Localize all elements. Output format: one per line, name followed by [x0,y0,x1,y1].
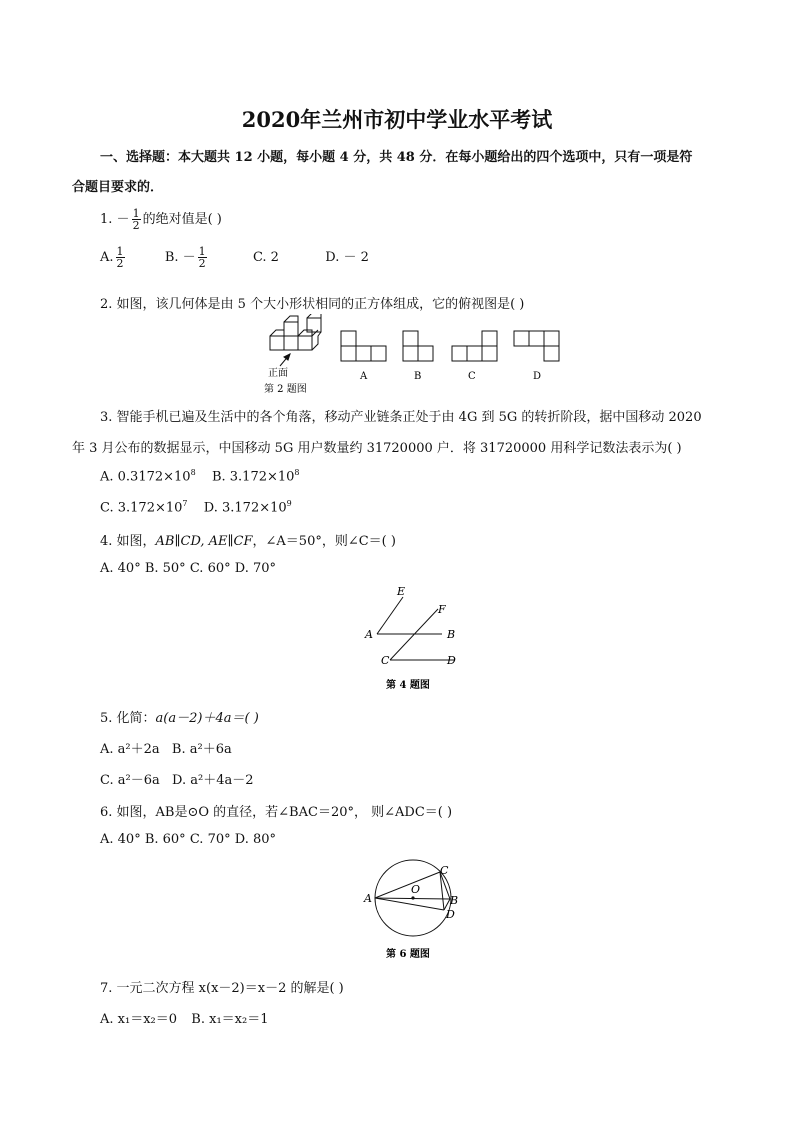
q1-a-num: 1 [116,245,124,258]
q6-label-a: A [364,892,372,905]
q3-options-row2 [100,499,292,515]
question-2: 2. 如图，该几何体是由 5 个大小形状相同的正方体组成，它的俯视图是( ) [100,297,525,312]
q5-expression: a(a－2)＋4a＝( ) [155,711,259,726]
q5-option-b: B. a²＋6a [171,742,232,757]
q3-option-a-exp: 8 [190,468,196,477]
q3-option-d-exp: 9 [286,499,292,508]
q5-text: 5. 化简： [100,711,156,726]
q3-option-b-exp: 8 [294,468,300,477]
q6-options: A. 40° B. 60° C. 70° D. 80° [100,832,277,847]
q3-options-row1 [100,468,300,484]
q6-figure [360,858,470,962]
q5-options-row2 [100,769,254,788]
q6-label-b: B [450,894,459,907]
q4-angle: ，∠A＝50°，则∠C＝( ) [252,534,396,549]
q1-option-b-label: B. [164,250,179,265]
q4-label-d: D [447,654,456,667]
q4-label-f: F [438,603,446,616]
q1-option-c: C. 2 [252,250,279,265]
q3-option-b: B. 3.172×10 [211,469,295,485]
q3-option-c: C. 3.172×10 [100,500,183,516]
q4-condition: AB∥CD, AE∥CF [155,534,253,549]
q7-options [100,1008,268,1027]
q1-option-b-neg: － [182,250,196,265]
q1-option-a-fraction [116,246,125,269]
q2-option-a: A [360,371,368,382]
question-7: 7. 一元二次方程 x(x－2)＝x－2 的解是( ) [100,981,344,996]
q3-option-d: D. 3.172×10 [203,500,287,516]
q2-caption: 第 2 题图 [264,384,307,395]
q4-caption: 第 4 题图 [386,680,430,691]
q1-text: 的绝对值是( ) [142,212,222,227]
q6-label-d: D [446,908,455,921]
q2-option-b: B [414,371,422,382]
q4-label-c: C [381,654,390,667]
q6-center-point [411,896,414,899]
section-instructions-line1: 一、选择题：本大题共 12 小题，每小题 4 分，共 48 分．在每小题给出的四个选项中，只有一项是符 [100,150,693,165]
question-3-line2: 年 3 月公布的数据显示，中国移动 5G 用户数量约 31720000 户．将 31720000 用科学记数法表示为( ) [72,441,682,456]
q6-label-o: O [411,883,421,896]
q5-option-d: D. a²＋4a－2 [172,773,254,788]
q5-options-row1 [100,738,232,757]
question-6: 6. 如图，AB是⊙O 的直径，若∠BAC＝20°， 则∠ADC＝( ) [100,805,453,820]
q3-option-a: A. 0.3172×10 [100,469,191,485]
q2-front-label: 正面 [268,368,288,379]
question-1 [100,208,222,231]
q1-frac-den: 2 [132,219,140,232]
q2-figure [262,314,567,396]
q2-option-c: C [468,371,476,382]
q1-option-b-fraction [198,246,207,269]
q5-option-c: C. a²－6a [100,773,160,788]
q1-option-a-label: A. [100,250,114,265]
q6-caption: 第 6 题图 [386,949,430,960]
q6-label-c: C [440,864,449,877]
q4-number: 4. 如图， [100,534,156,549]
q1-frac-num: 1 [132,207,140,220]
q4-label-e: E [397,585,406,598]
question-5 [100,707,259,726]
q1-fraction [132,208,141,231]
q1-number: 1. [100,212,113,227]
q7-option-b: B. x₁＝x₂＝1 [191,1012,269,1027]
q1-neg: － [116,212,130,227]
q1-b-num: 1 [198,245,206,258]
q2-option-d: D [533,371,542,382]
question-3-line1: 3. 智能手机已遍及生活中的各个角落，移动产业链条正处于由 4G 到 5G 的转折阶段，据中国移动 2020 [100,410,702,425]
q7-option-a: A. x₁＝x₂＝0 [100,1012,178,1027]
page-title: 2020年兰州市初中学业水平考试 [241,107,553,132]
q1-a-den: 2 [116,257,124,270]
question-4 [100,530,396,549]
q4-figure [360,582,470,694]
q4-label-b: B [447,628,456,641]
q5-option-a: A. a²＋2a [100,742,160,757]
q4-label-a: A [365,628,373,641]
q1-options [100,246,369,269]
q1-b-den: 2 [198,257,206,270]
q4-options: A. 40° B. 50° C. 60° D. 70° [100,561,277,576]
section-instructions-line2: 合题目要求的． [72,180,164,195]
q3-option-c-exp: 7 [182,499,188,508]
q1-option-d: D. － 2 [325,250,369,265]
